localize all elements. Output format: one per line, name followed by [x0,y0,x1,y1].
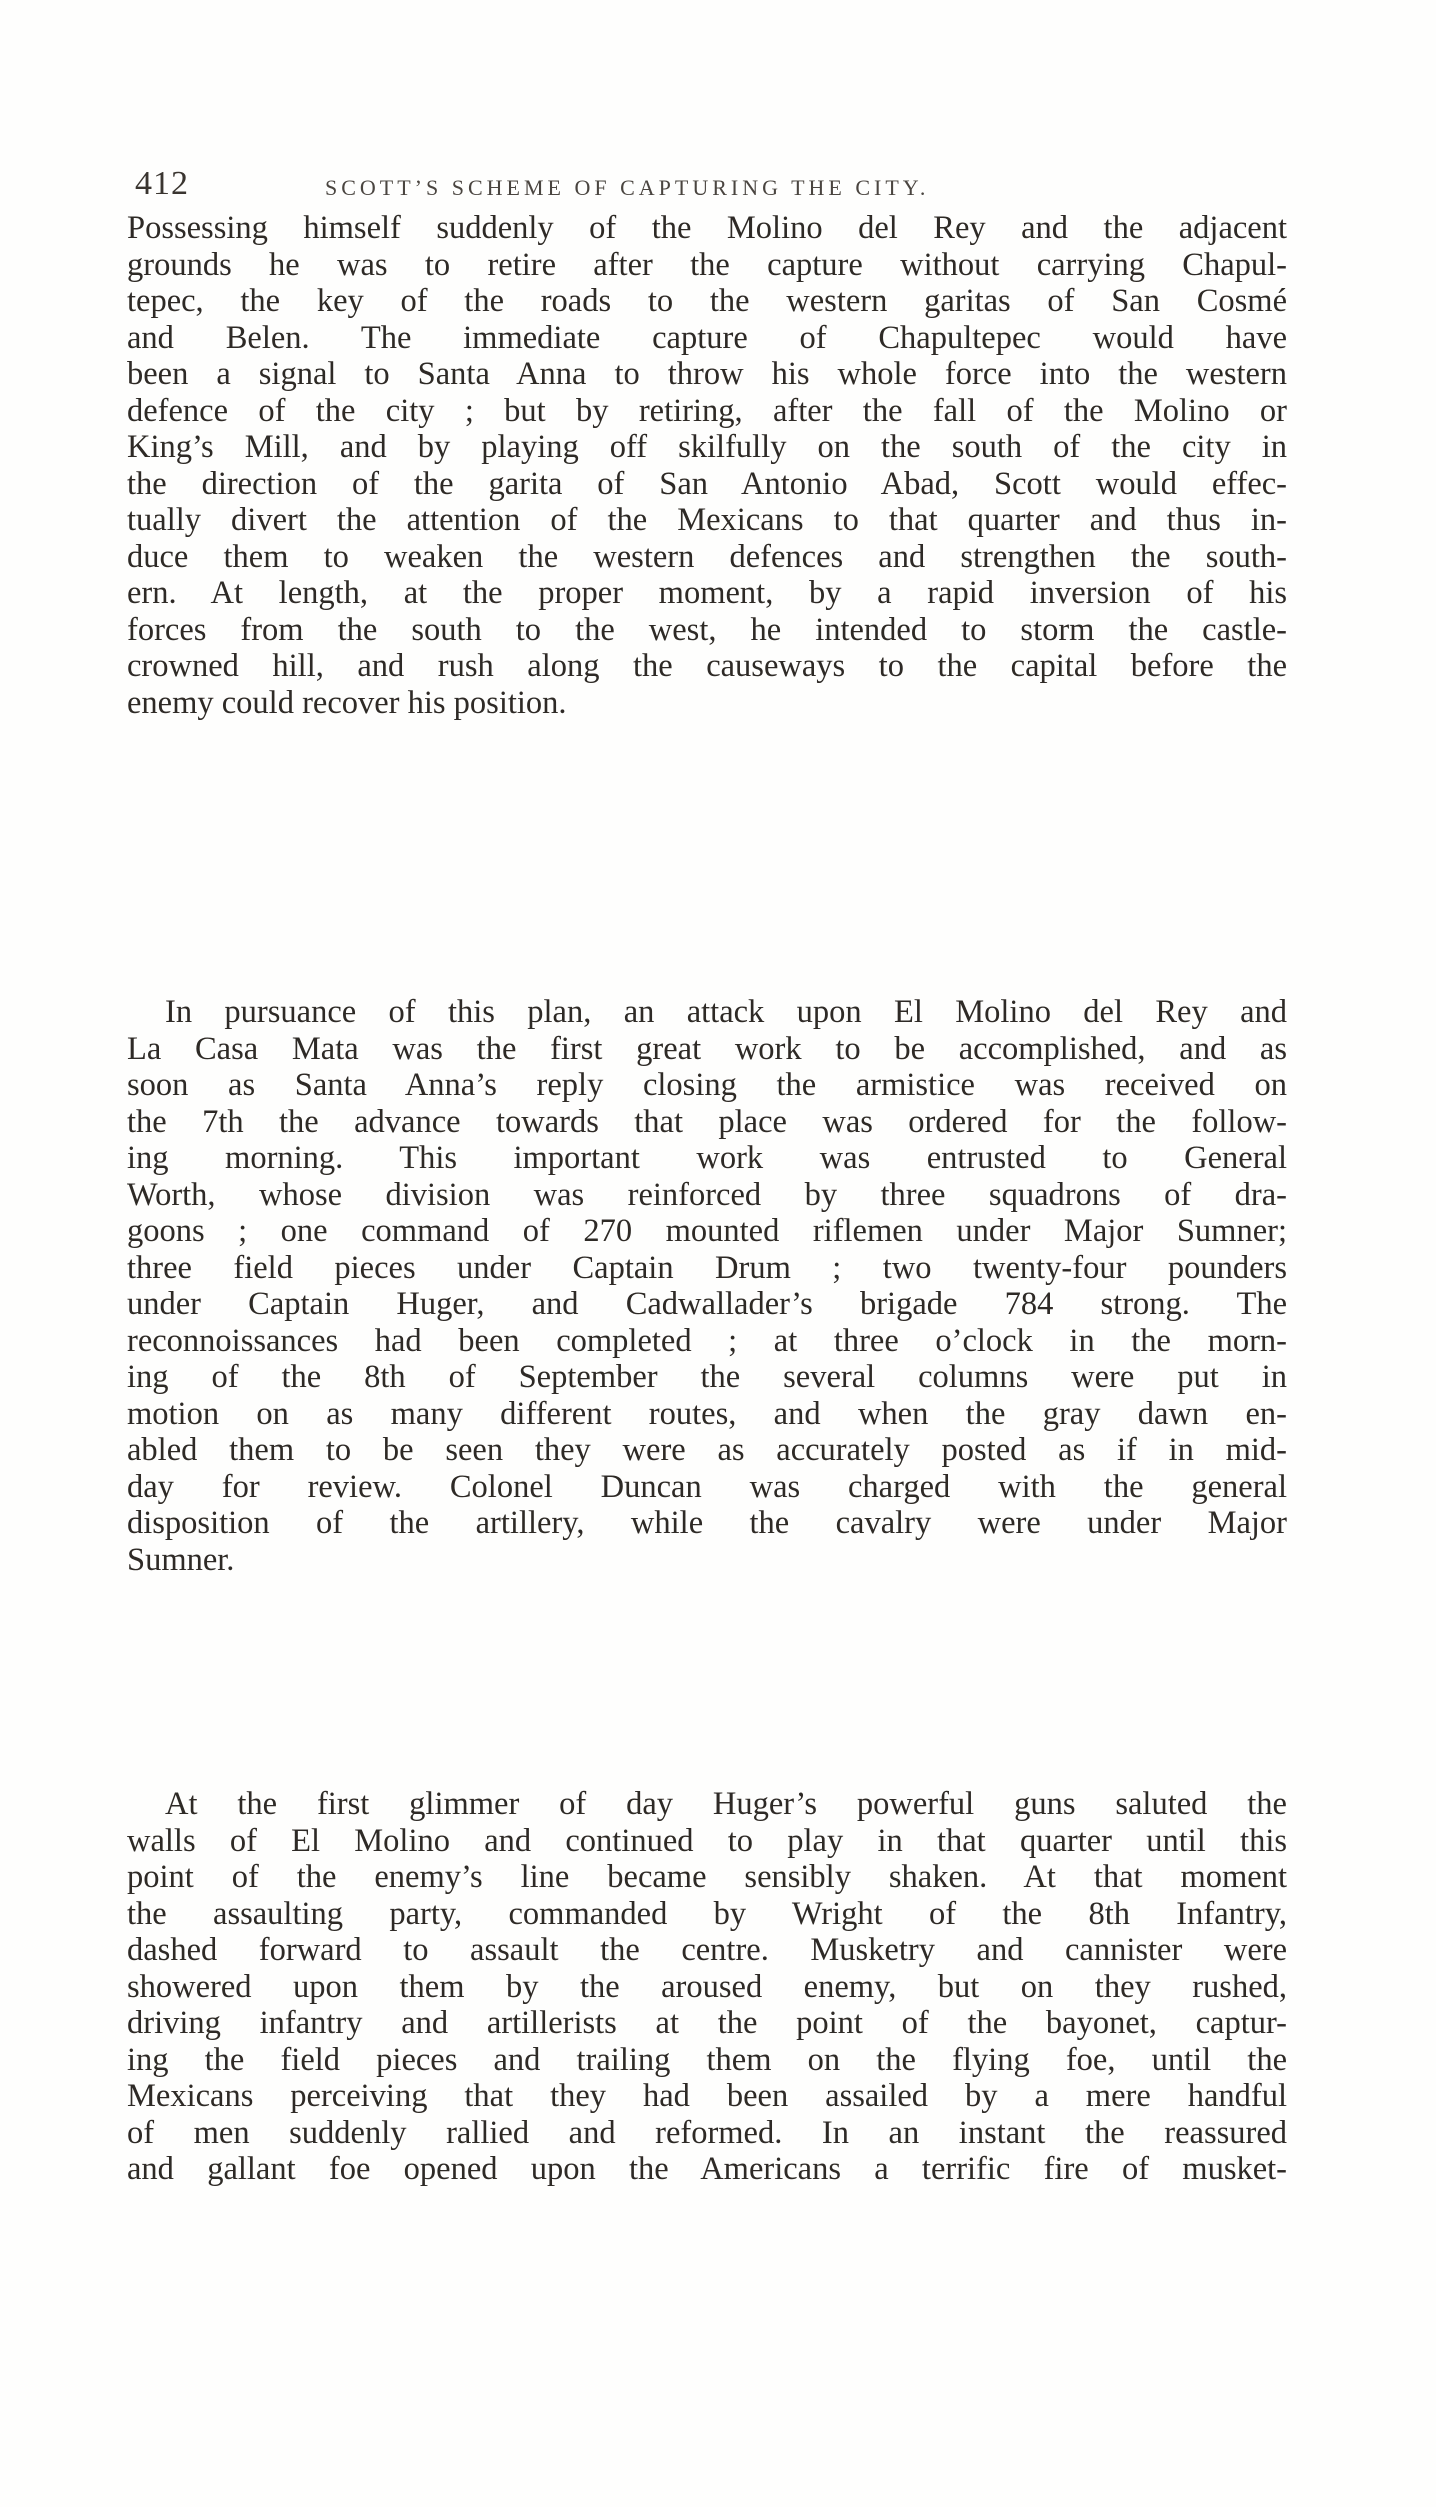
text-line: day for review. Colonel Duncan was charged with the general [127,1468,1287,1505]
text-line: ern. At length, at the proper moment, by a rapid inversion of his [127,575,1287,611]
text-line: ing morning. This important work was entrusted to General [127,1140,1287,1176]
text-line: Worth, whose division was reinforced by three squadrons of dra- [127,1176,1287,1213]
text-line: tually divert the attention of the Mexicans to that quarter and thus in- [127,502,1287,538]
text-line: enemy could recover his position. [127,684,567,721]
text-line: tepec, the key of the roads to the western garitas of San Cosmé [127,283,1287,319]
text-line: driving infantry and artillerists at the point of the bayonet, captur- [127,2005,1287,2041]
paragraph-3 [127,1786,1287,2188]
text-line: abled them to be seen they were as accurately posted as if in mid- [127,1432,1287,1468]
running-title: SCOTT’S SCHEME OF CAPTURING THE CITY. [325,175,930,200]
text-line: been a signal to Santa Anna to throw his whole force into the western [127,356,1287,392]
text-line: forces from the south to the west, he intended to storm the castle- [127,611,1287,648]
text-line: King’s Mill, and by playing off skilfully on the south of the city in [127,429,1287,465]
text-line: Sumner. [127,1541,235,1578]
text-line: defence of the city ; but by retiring, after the fall of the Molino or [127,392,1287,429]
page-number: 412 [135,165,189,202]
text-line: La Casa Mata was the first great work to be accomplished, and as [127,1030,1287,1067]
text-line: reconnoissances had been completed ; at three o’clock in the morn- [127,1322,1287,1359]
paragraph-2 [127,994,1287,1578]
text-line: At the first glimmer of day Huger’s powerful guns saluted the [165,1786,1287,1822]
text-line: disposition of the artillery, while the cavalry were under Major [127,1505,1287,1541]
text-line: and Belen. The immediate capture of Chapultepec would have [127,319,1287,356]
text-line: Mexicans perceiving that they had been assailed by a mere handful [127,2078,1287,2114]
text-line: ing the field pieces and trailing them on the flying foe, until the [127,2041,1287,2078]
text-line: duce them to weaken the western defences and strengthen the south- [127,538,1287,575]
text-line: soon as Santa Anna’s reply closing the armistice was received on [127,1067,1287,1103]
text-line: and gallant foe opened upon the Americans a terrific fire of musket- [127,2151,1287,2187]
text-line: walls of El Molino and continued to play in that quarter until this [127,1822,1287,1859]
running-head [135,165,1295,205]
text-line: In pursuance of this plan, an attack upon El Molino del Rey and [165,994,1287,1030]
text-line: crowned hill, and rush along the causeways to the capital before the [127,648,1287,684]
text-line: motion on as many different routes, and when the gray dawn en- [127,1395,1287,1432]
text-line: Possessing himself suddenly of the Molino del Rey and the adjacent [127,210,1287,246]
text-line: point of the enemy’s line became sensibly shaken. At that moment [127,1859,1287,1895]
paragraph-1 [127,210,1287,721]
text-line: the assaulting party, commanded by Wright of the 8th Infantry, [127,1895,1287,1932]
text-line: the direction of the garita of San Antonio Abad, Scott would effec- [127,465,1287,502]
text-line: grounds he was to retire after the capture without carrying Chapul- [127,246,1287,283]
text-line: of men suddenly rallied and reformed. In an instant the reassured [127,2114,1287,2151]
text-line: goons ; one command of 270 mounted riflemen under Major Sumner; [127,1213,1287,1249]
text-line: under Captain Huger, and Cadwallader’s brigade 784 strong. The [127,1286,1287,1322]
text-line: showered upon them by the aroused enemy, but on they rushed, [127,1968,1287,2005]
text-line: the 7th the advance towards that place was ordered for the follow- [127,1103,1287,1140]
text-line: dashed forward to assault the centre. Musketry and cannister were [127,1932,1287,1968]
text-line: three field pieces under Captain Drum ; two twenty-four pounders [127,1249,1287,1286]
text-line: ing of the 8th of September the several columns were put in [127,1359,1287,1395]
